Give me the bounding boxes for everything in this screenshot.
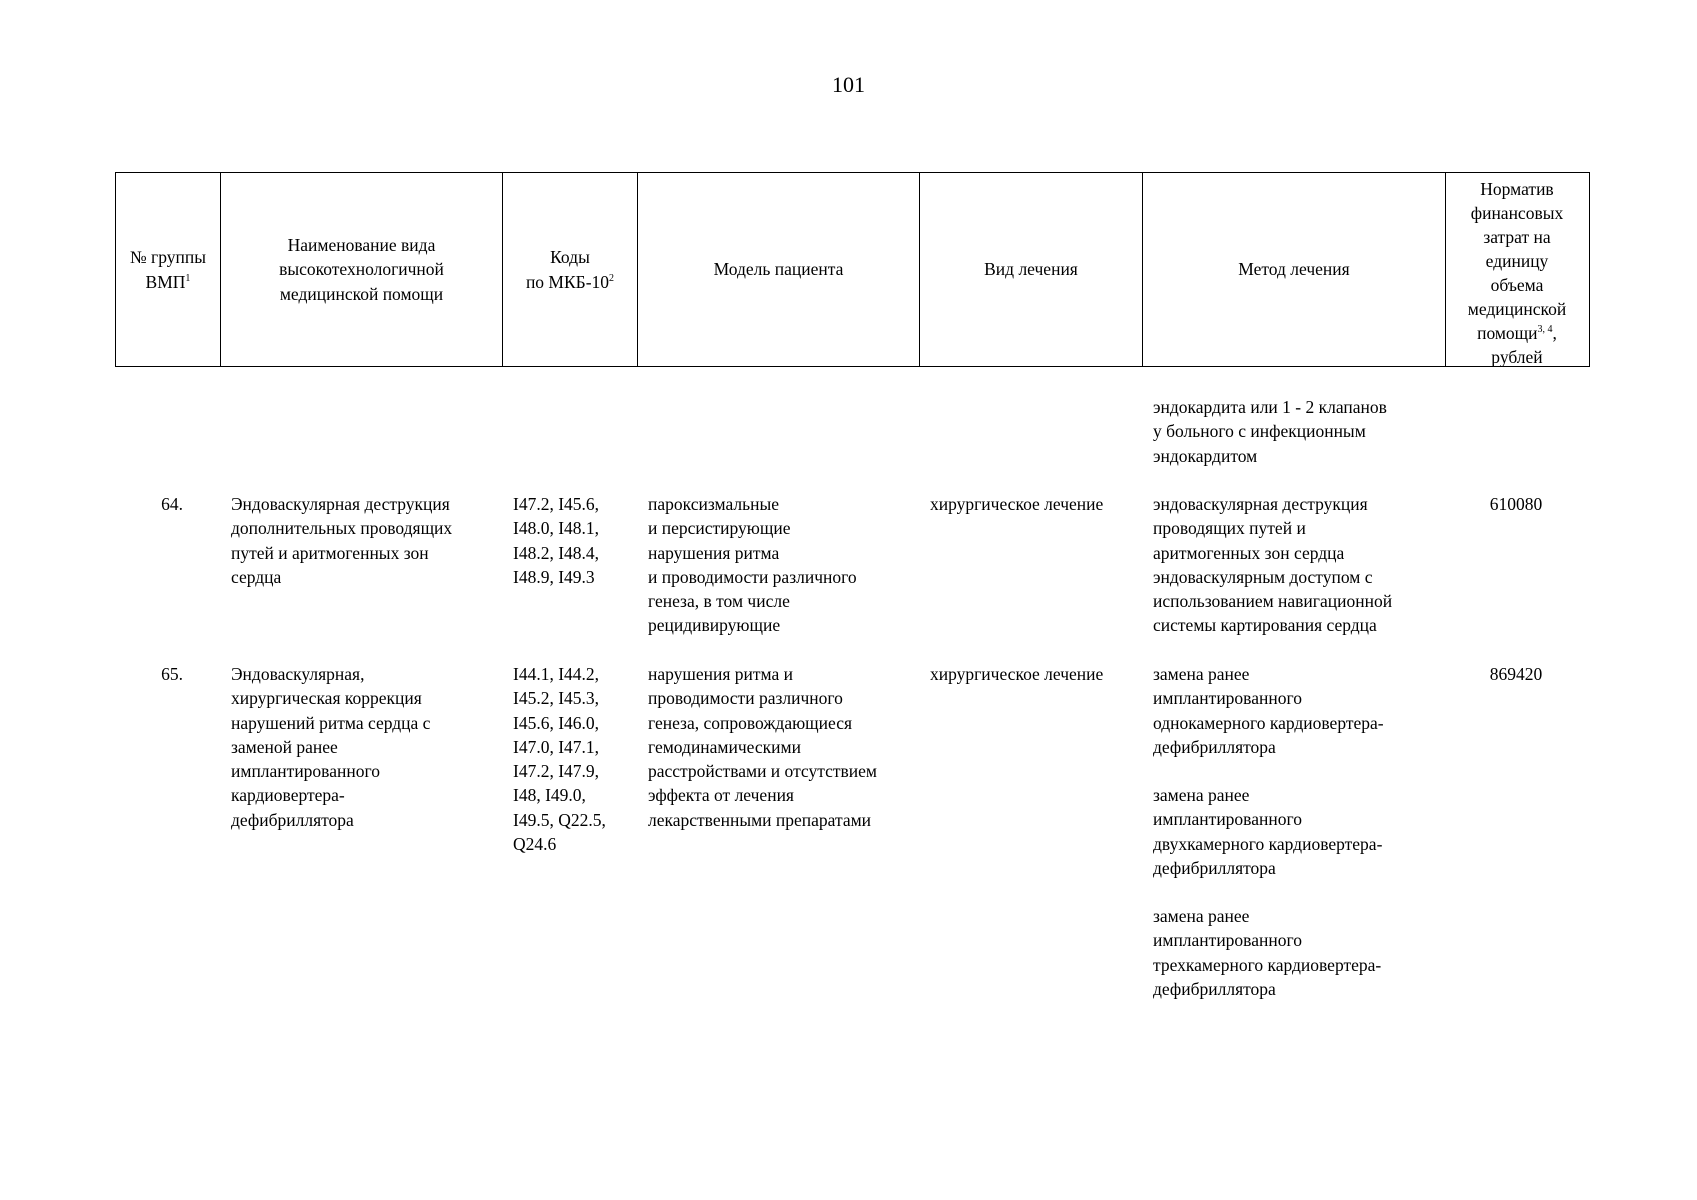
header-treatment-type: Вид лечения (920, 173, 1143, 366)
treatment-method: эндоваскулярная деструкция проводящих путей и аритмогенных зон сердца эндоваскулярным доступом с использованием навигационной системы картирования сердца (1153, 494, 1393, 636)
icd-codes: I44.1, I44.2, I45.2, I45.3, I45.6, I46.0, I47.0, I47.1, I47.2, I47.9, I48, I49.0, I49.5, Q22.5, Q24.6 (513, 664, 606, 855)
cost-value: 869420 (1489, 664, 1543, 684)
table-header (115, 172, 1590, 367)
header-care-name: Наименование вида высокотехнологичной медицинской помощи (221, 173, 503, 366)
header-cost-norm: Норматив финансовых затрат на единицу объема медицинской помощи$^{3, 4}$, рублей (1467, 179, 1567, 367)
patient-model: пароксизмальные и персистирующие нарушения ритма и проводимости различного генеза, в том числе рецидивирующие (648, 494, 857, 636)
care-name: Эндоваскулярная, хирургическая коррекция нарушений ритма сердца с заменой ранее имплантированного кардиовертера- дефибриллятора (231, 664, 431, 830)
header-patient-model: Модель пациента (638, 173, 920, 366)
cost-value: 610080 (1489, 494, 1543, 514)
treatment-type: хирургическое лечение (930, 664, 1104, 684)
header-icd-codes: Коды по МКБ-$10^2$ (503, 173, 638, 366)
patient-model: нарушения ритма и проводимости различного генеза, сопровождающиеся гемодинамическими расстройствами и отсутствием эффекта от лечения лекарственными препаратами (648, 664, 877, 830)
treatment-method: замена ранее имплантированного трехкамерного кардиовертера- дефибриллятора (1153, 906, 1382, 999)
icd-codes: I47.2, I45.6, I48.0, I48.1, I48.2, I48.4, I48.9, I49.3 (513, 494, 600, 587)
continuation-method: эндокардита или 1 - 2 клапанов у больного с инфекционным эндокардитом (1153, 397, 1387, 466)
care-name: Эндоваскулярная деструкция дополнительных проводящих путей и аритмогенных зон сердца (231, 494, 453, 587)
group-number: 65. (161, 664, 183, 684)
group-number: 64. (161, 494, 183, 514)
treatment-method: замена ранее имплантированного однокамерного кардиовертера- дефибриллятора (1153, 664, 1384, 757)
header-treatment-method: Метод лечения (1143, 173, 1446, 366)
treatment-method: замена ранее имплантированного двухкамерного кардиовертера- дефибриллятора (1153, 785, 1383, 878)
treatment-type: хирургическое лечение (930, 494, 1104, 514)
header-group-number: № группы ВМП$^1$ (116, 173, 221, 366)
page-number: 101 (832, 72, 865, 97)
